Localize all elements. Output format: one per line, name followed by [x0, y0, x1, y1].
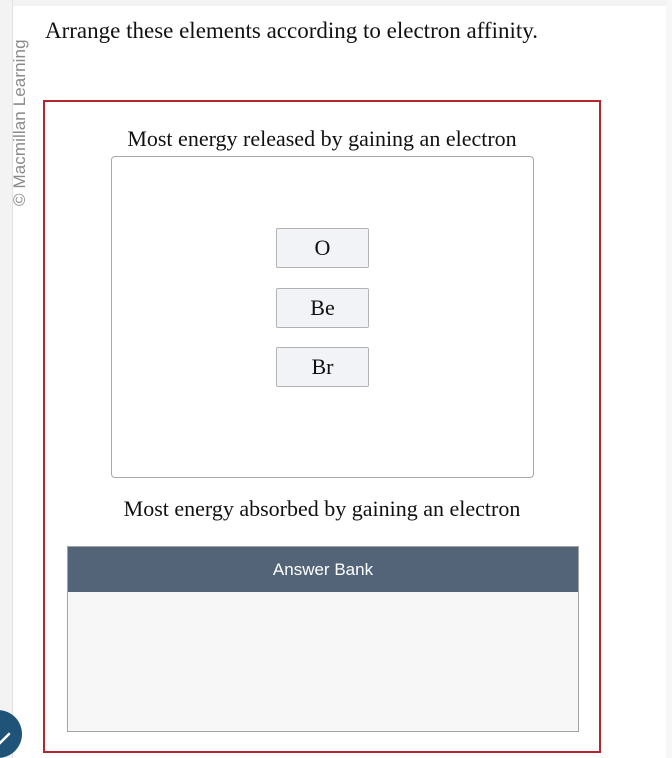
- ranking-bottom-label: Most energy absorbed by gaining an electron: [123, 496, 521, 521]
- draggable-tile-br[interactable]: Br: [276, 347, 369, 387]
- answer-bank[interactable]: [67, 546, 579, 732]
- answer-bank-header: Answer Bank: [68, 547, 578, 592]
- ranking-drop-zone[interactable]: [111, 156, 534, 478]
- check-answer-button[interactable]: [0, 710, 22, 758]
- question-prompt: Arrange these elements according to electron affinity.: [45, 18, 539, 43]
- draggable-tile-o[interactable]: O: [276, 228, 369, 268]
- ranking-question-frame: [43, 100, 601, 753]
- copyright-watermark: © Macmillan Learning: [10, 39, 29, 206]
- draggable-tile-be[interactable]: Be: [276, 288, 369, 328]
- ranking-top-label: Most energy released by gaining an electron: [127, 126, 517, 151]
- answer-bank-body[interactable]: [68, 592, 578, 731]
- right-gutter: [666, 0, 672, 758]
- top-strip: [0, 0, 672, 6]
- check-icon: [0, 730, 16, 750]
